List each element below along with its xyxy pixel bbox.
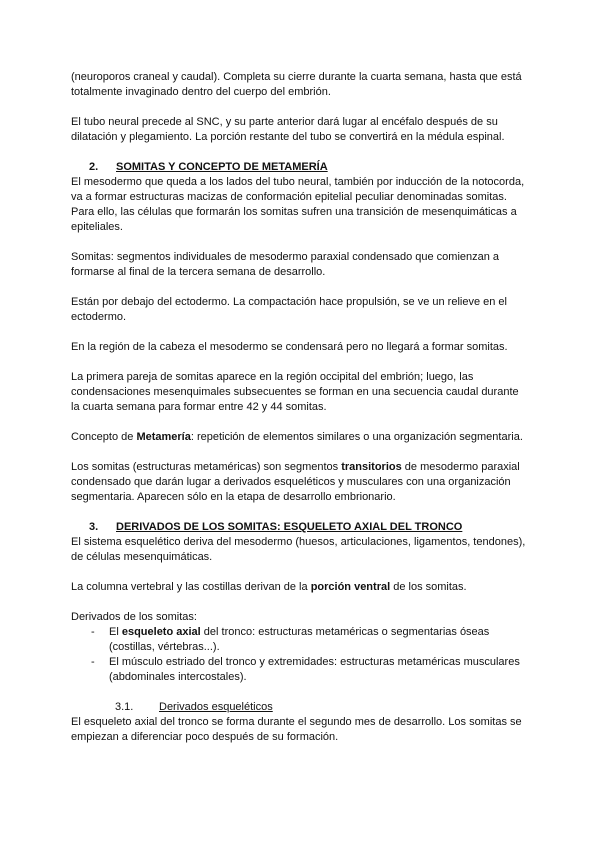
list-item [71,625,529,655]
list-item [71,655,529,685]
text-run: del tronco: estructuras metaméricas o segmentarias óseas (costillas, vértebras...). [109,626,490,653]
bold-term: Metamería [136,431,191,443]
section-number: 2. [89,161,99,173]
paragraph: La primera pareja de somitas aparece en la región occipital del embrión; luego, las condensaciones mesenquimales subsecuentes se forman en una secuencia caudal durante la cuarta semana para formar entre 42 y 44 somitas. [71,371,519,413]
text-run: Concepto de [71,431,137,443]
list-intro: Derivados de los somitas: [71,611,197,623]
paragraph: El esqueleto axial del tronco se forma durante el segundo mes de desarrollo. Los somitas se empiezan a diferenciar poco después de su formación. [71,716,522,743]
text-run: de los somitas. [390,581,467,593]
paragraph: Están por debajo del ectodermo. La compactación hace propulsión, se ve un relieve en el ectodermo. [71,296,507,323]
paragraph: Somitas: segmentos individuales de mesodermo paraxial condensado que comienzan a formarse al final de la tercera semana de desarrollo. [71,251,500,278]
paragraph: El mesodermo que queda a los lados del tubo neural, también por inducción de la notocorda, va a formar estructuras macizas de conformación epitelial peculiar denominadas somitas. Para ello, las células que formarán los somitas sufren una transición de mesenquimáticas a epiteliales. [71,176,525,233]
section-number: 3. [89,521,99,533]
text-run: Los somitas (estructuras metaméricas) son segmentos [71,461,342,473]
paragraph: En la región de la cabeza el mesodermo se condensará pero no llegará a formar somitas. [71,341,508,353]
bold-term: transitorios [341,461,402,473]
paragraph [71,580,529,595]
bullet-list [71,625,529,685]
paragraph: El sistema esquelético deriva del mesodermo (huesos, articulaciones, ligamentos, tendones), de células mesenquimáticas. [71,536,526,563]
bold-term: esqueleto axial [121,626,201,638]
paragraph: El tubo neural precede al SNC, y su parte anterior dará lugar al encéfalo después de su dilatación y plegamiento. La porción restante del tubo se convertirá en la médula espinal. [71,116,505,143]
paragraph: (neuroporos craneal y caudal). Completa su cierre durante la cuarta semana, hasta que está totalmente invaginado dentro del cuerpo del embrión. [71,71,522,98]
text-run: La columna vertebral y las costillas derivan de la [71,581,311,593]
section-title: DERIVADOS DE LOS SOMITAS: ESQUELETO AXIAL DEL TRONCO [116,521,463,533]
subsection-heading [71,700,529,715]
text-run: de mesodermo paraxial condensado que darán lugar a derivados esqueléticos y musculares con una organización segmentaria. Aparecen sólo en la etapa de desarrollo embrionario. [71,461,520,503]
subsection-number: 3.1. [115,701,134,713]
paragraph [71,460,529,505]
dash-bullet: - [91,656,95,668]
dash-bullet: - [91,626,95,638]
text-run: : repetición de elementos similares o una organización segmentaria. [190,431,523,443]
bold-term: porción ventral [310,581,391,593]
paragraph [71,430,529,445]
section-heading [71,520,529,535]
text-run: El músculo estriado del tronco y extremidades: estructuras metaméricas musculares (abdominales intercostales). [109,656,520,683]
subsection-title: Derivados esqueléticos [159,701,273,713]
text-run: El [109,626,122,638]
section-heading [71,160,529,175]
section-title: SOMITAS Y CONCEPTO DE METAMERÍA [116,161,328,173]
